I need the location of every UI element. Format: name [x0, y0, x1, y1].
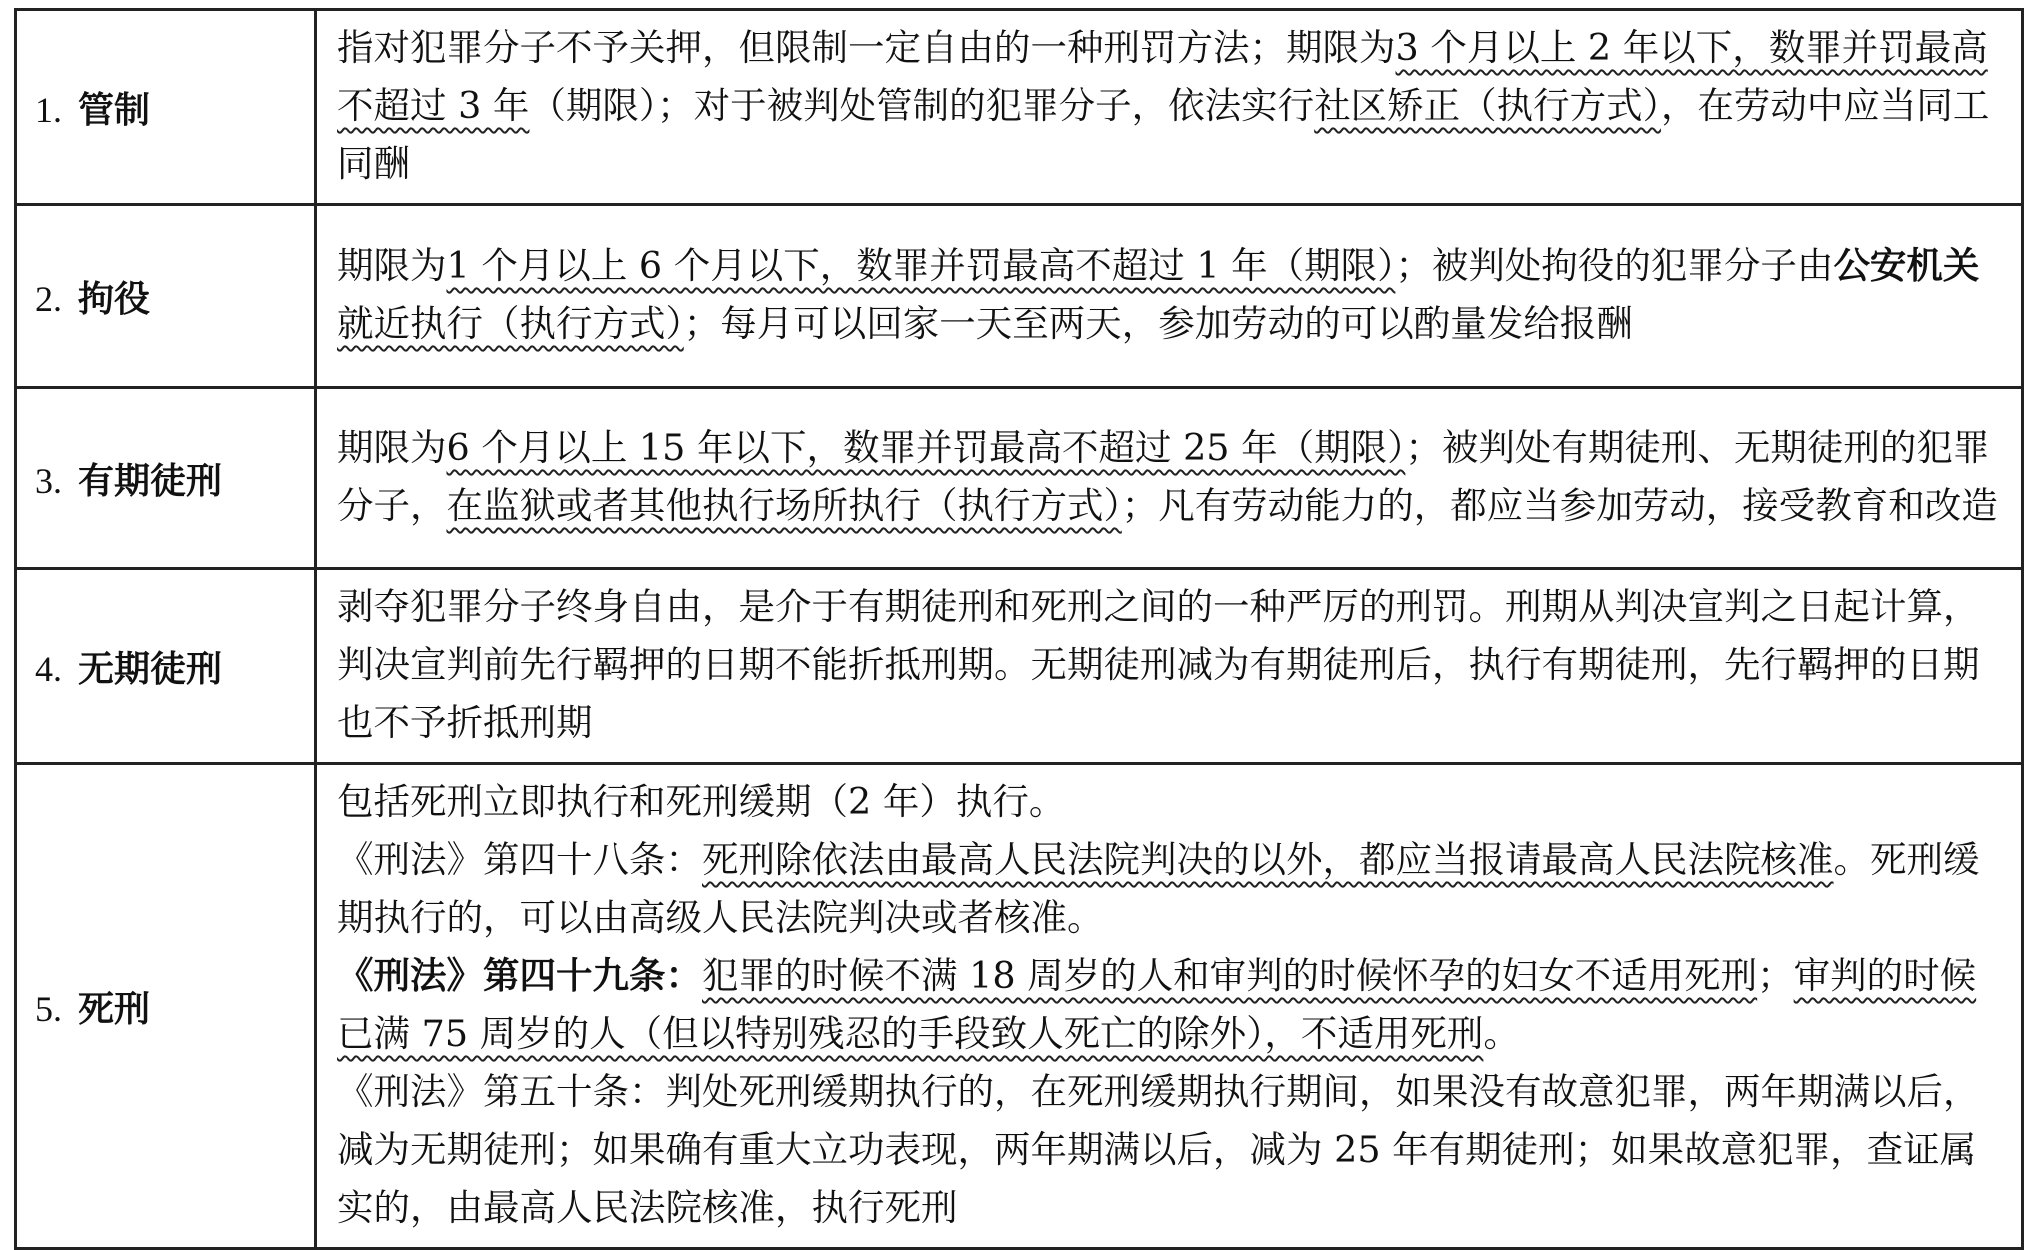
- row-number: 5.: [35, 988, 62, 1029]
- text-segment: ；凡有劳动能力的，都应当参加劳动，接受教育和改造: [1121, 484, 1998, 527]
- penalty-description: [337, 578, 2007, 752]
- table-row: [16, 569, 2023, 764]
- table-row: [16, 205, 2023, 388]
- penalty-description: [337, 237, 2007, 353]
- penalty-description: [337, 419, 2007, 535]
- text-segment: 。: [1483, 1012, 1520, 1055]
- text-segment: ；: [1757, 954, 1794, 997]
- penalty-description-cell: [316, 569, 2023, 764]
- emphasized-text: 在监狱或者其他执行场所执行（执行方式）: [446, 484, 1122, 527]
- emphasized-text: 社区矫正（执行方式）: [1314, 84, 1661, 127]
- penalty-name-cell: [16, 764, 316, 1249]
- penalty-name-cell: [16, 205, 316, 388]
- penalty-name: 管制: [78, 89, 151, 131]
- text-segment: ；被判处拘役的犯罪分子由: [1395, 244, 1834, 287]
- description-paragraph: 《刑法》第五十条：判处死刑缓期执行的，在死刑缓期执行期间，如果没有故意犯罪，两年期满以后，减为无期徒刑；如果确有重大立功表现，两年期满以后，减为 25 年有期徒刑；如果故意犯罪，查证属实的，由最高人民法院核准，执行死刑: [337, 1070, 1980, 1229]
- table-row: [16, 388, 2023, 569]
- text-segment: ；被判处有期徒刑、无期徒刑的犯罪分子，: [337, 426, 1990, 527]
- text-segment: （期限）；对于被判处管制的犯罪分子，依法实行: [529, 84, 1315, 127]
- emphasized-text: 1 个月以上 6 个月以下，数罪并罚最高不超过 1 年（期限）: [446, 244, 1396, 287]
- bold-text: 公安机关: [1833, 244, 1980, 287]
- penalty-description-cell: [316, 10, 2023, 205]
- text-segment: ；每月可以回家一天至两天，参加劳动的可以酌量发给报酬: [683, 302, 1633, 345]
- penalty-name: 拘役: [78, 278, 151, 320]
- emphasized-text: 审判的时候已满 75 周岁的人（但以特别残忍的手段致人死亡的除外），不适用死刑: [337, 954, 1977, 1055]
- penalty-name: 有期徒刑: [78, 460, 223, 502]
- penalty-description-cell: [316, 764, 2023, 1249]
- penalty-description-cell: [316, 388, 2023, 569]
- table-row: [16, 10, 2023, 205]
- text-segment: 剥夺犯罪分子终身自由，是介于有期徒刑和死刑之间的一种严厉的刑罚。刑期从判决宣判之日起计算，判决宣判前先行羁押的日期不能折抵刑期。无期徒刑减为有期徒刑后，执行有期徒刑，先行羁押的日期也不予折抵刑期: [337, 585, 1980, 744]
- emphasized-text: 6 个月以上 15 年以下，数罪并罚最高不超过 25 年（期限）: [446, 426, 1406, 469]
- emphasized-text: 犯罪的时候不满 18 周岁的人和审判的时候怀孕的妇女不适用死刑: [702, 954, 1758, 997]
- penalty-description-cell: [316, 205, 2023, 388]
- text-segment: 期限为: [337, 244, 447, 287]
- article-reference: 《刑法》第四十八条：: [337, 838, 702, 881]
- description-paragraph: [337, 947, 2007, 1063]
- emphasized-text: 3 个月以上 2 年以下，数罪并罚最高不超过 3 年: [337, 26, 1988, 127]
- penalty-name-cell: [16, 388, 316, 569]
- text-segment: 。死刑缓期执行的，可以由高级人民法院判决或者核准。: [337, 838, 1980, 939]
- row-number: 1.: [35, 89, 62, 130]
- penalty-table: [14, 8, 2024, 1250]
- row-number: 3.: [35, 460, 62, 501]
- emphasized-text: 死刑除依法由最高人民法院判决的以外，都应当报请最高人民法院核准: [702, 838, 1834, 881]
- article-reference-bold: 《刑法》第四十九条：: [337, 954, 702, 997]
- row-number: 4.: [35, 648, 62, 689]
- text-segment: 期限为: [337, 426, 447, 469]
- penalty-name-cell: [16, 10, 316, 205]
- row-number: 2.: [35, 278, 62, 319]
- emphasized-text: 就近执行（执行方式）: [337, 302, 684, 345]
- description-paragraph: [337, 831, 2007, 947]
- penalty-description: [337, 19, 2007, 193]
- penalty-name-cell: [16, 569, 316, 764]
- penalty-name: 无期徒刑: [78, 648, 223, 690]
- text-segment: 指对犯罪分子不予关押，但限制一定自由的一种刑罚方法；期限为: [337, 26, 1396, 69]
- penalty-name: 死刑: [78, 988, 151, 1030]
- table-row: [16, 764, 2023, 1249]
- description-paragraph: 包括死刑立即执行和死刑缓期（2 年）执行。: [337, 780, 1066, 823]
- text-segment: ，在劳动中应当同工同酬: [337, 84, 1990, 185]
